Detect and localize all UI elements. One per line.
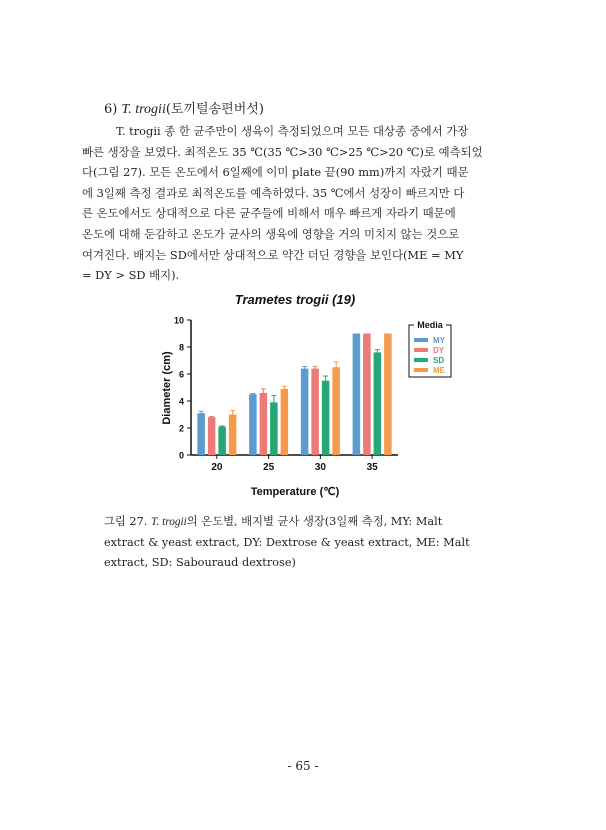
legend (409, 320, 451, 377)
x-tick-label: 35 (366, 462, 378, 473)
paragraph-line: 다(그림 27). 모든 온도에서 6일째에 이미 plate 끝(90 mm)까지 자랐기 때문 (82, 165, 469, 180)
bar-dy-30 (311, 369, 319, 455)
section-heading (104, 98, 264, 118)
paragraph-line: T. trogii 종 한 균주만이 생육이 측정되었으며 모든 대상종 중에서 가장 (116, 124, 469, 138)
paragraph-line: = DY > SD 배지). (82, 268, 180, 283)
page-number: - 65 - (287, 759, 319, 773)
legend-title: Media (417, 320, 443, 330)
legend-label-me: ME (433, 366, 445, 375)
legend-label-dy: DY (433, 346, 445, 355)
bar-my-20 (197, 413, 205, 455)
y-tick-label: 2 (178, 423, 184, 434)
body-paragraph (82, 121, 514, 286)
species-korean-name: (토끼털송편버섯) (165, 102, 264, 117)
legend-label-sd: SD (433, 356, 445, 365)
bar-my-25 (249, 394, 257, 455)
x-tick-label: 20 (211, 462, 223, 473)
y-tick-label: 10 (173, 315, 184, 326)
bar-me-30 (332, 367, 340, 455)
bar-me-25 (281, 389, 289, 455)
bar-sd-25 (270, 402, 278, 455)
species-name: T. trogii (121, 102, 166, 117)
x-tick-label: 25 (263, 462, 275, 473)
bar-dy-25 (260, 393, 268, 455)
bar-chart (150, 288, 470, 508)
legend-label-my: MY (433, 336, 445, 345)
paragraph-line: 온도에 대해 둔감하고 온도가 균사의 생육에 영향을 거의 미치지 않는 것으로 (82, 226, 460, 241)
bar-dy-35 (363, 334, 371, 456)
bar-sd-30 (322, 381, 330, 455)
paragraph-line: 른 온도에서도 상대적으로 다른 균주들에 비해서 매우 빠르게 자라기 때문에 (82, 206, 456, 221)
bar-sd-20 (218, 427, 226, 455)
bar-my-30 (301, 369, 309, 455)
y-tick-label: 8 (178, 342, 184, 353)
paragraph-line: 빠른 생장을 보였다. 최적온도 35 ℃(35 ℃>30 ℃>25 ℃>20 ℃)로 예측되었 (82, 144, 483, 159)
bar-me-35 (384, 334, 392, 456)
figure-caption: 그림 27. T. trogii의 온도별, 배지별 균사 생장(3일째 측정, MY: Malt extract & yeast extract, DY: Dextrose & yeast extract, ME: Malt extract, SD: Sabouraud dextrose) (104, 515, 470, 569)
chart-title: Trametes trogii (19) (234, 292, 356, 307)
y-tick-label: 4 (178, 396, 184, 407)
bar-dy-20 (208, 417, 216, 455)
x-axis-label: Temperature (℃) (250, 486, 340, 498)
paragraph-line: 여겨진다. 배지는 SD에서만 상대적으로 약간 더딘 경향을 보인다(ME = MY (82, 247, 464, 262)
section-number: 6) (104, 102, 118, 117)
y-tick-label: 6 (178, 369, 184, 380)
y-tick-label: 0 (178, 450, 184, 461)
paragraph-line: 에 3일째 측정 결과로 최적온도를 예측하였다. 35 ℃에서 성장이 빠르지만 다 (82, 185, 465, 200)
x-tick-label: 30 (314, 462, 326, 473)
bar-sd-35 (374, 352, 382, 455)
bar-me-20 (229, 415, 237, 456)
y-axis-label: Diameter (cm) (161, 351, 173, 425)
caption-species: T. trogii (150, 516, 187, 528)
bar-my-35 (353, 334, 361, 456)
